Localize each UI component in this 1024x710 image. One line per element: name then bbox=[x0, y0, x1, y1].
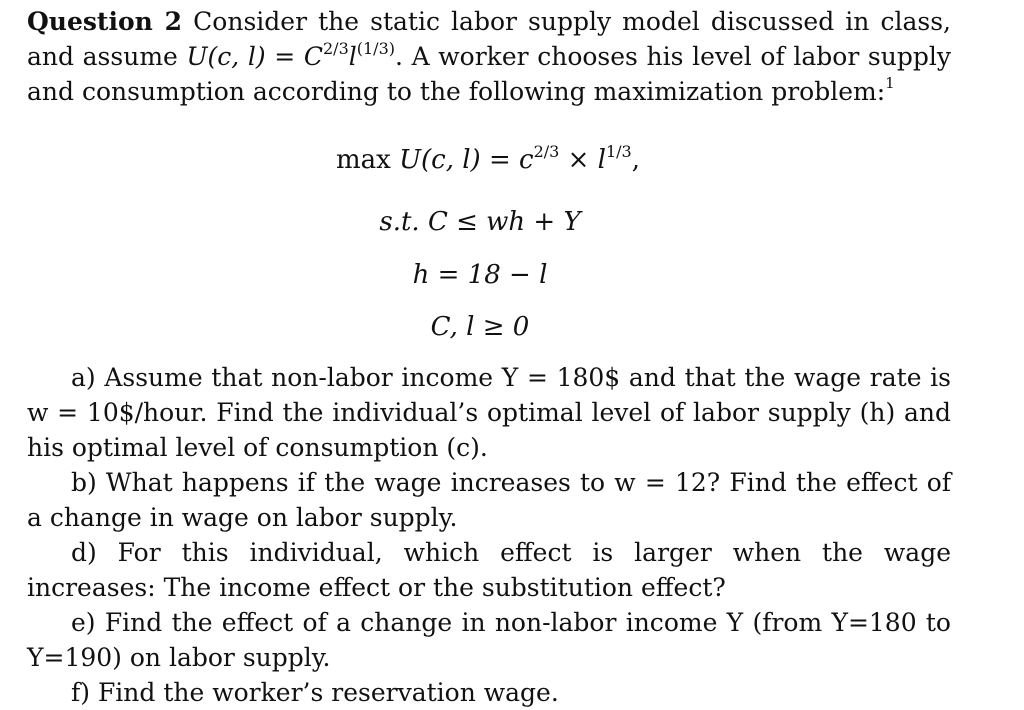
objective-times-l: × l bbox=[559, 145, 606, 175]
intro-exponent-c: 2/3 bbox=[323, 39, 349, 58]
footnote-mark: 1 bbox=[885, 74, 895, 92]
part-b: b) What happens if the wage increases to w = 12? Find the effect of a change in wage on labor supply. bbox=[27, 468, 951, 532]
intro-text-1: Consider the static labor supply model discussed in class, and assume bbox=[27, 7, 951, 71]
intro-exponent-l: (1/3) bbox=[356, 39, 395, 58]
question-intro bbox=[27, 4, 951, 109]
intro-utility: U(c, l) = C bbox=[186, 42, 323, 71]
intro-l: l bbox=[348, 42, 357, 71]
objective-exponent-c: 2/3 bbox=[533, 142, 560, 161]
objective-end: , bbox=[631, 145, 640, 175]
objective-lhs: U(c, l) = c bbox=[399, 145, 534, 175]
budget-constraint: s.t. C ≤ wh + Y bbox=[379, 207, 581, 237]
intro-text-2: . A worker chooses his level of labor supply and consumption according to the following maximization problem: bbox=[27, 42, 951, 106]
part-a: a) Assume that non-labor income Y = 180$ and that the wage rate is w = 10$/hour. Find the individual’s optimal level of labor supply (h) and his optimal level of consumption (c). bbox=[27, 363, 951, 462]
objective-max: max bbox=[336, 145, 400, 175]
objective-exponent-l: 1/3 bbox=[605, 142, 632, 161]
nonnegativity-constraint: C, l ≥ 0 bbox=[430, 312, 530, 342]
objective-equation bbox=[0, 143, 1000, 177]
part-f: f) Find the worker’s reservation wage. bbox=[71, 678, 559, 707]
part-e: e) Find the effect of a change in non-labor income Y (from Y=180 to Y=190) on labor supply. bbox=[27, 608, 951, 672]
hours-constraint: h = 18 − l bbox=[412, 260, 548, 290]
question-label: Question 2 bbox=[27, 7, 183, 36]
part-d: d) For this individual, which effect is larger when the wage increases: The income effect or the substitution effect? bbox=[27, 538, 951, 602]
